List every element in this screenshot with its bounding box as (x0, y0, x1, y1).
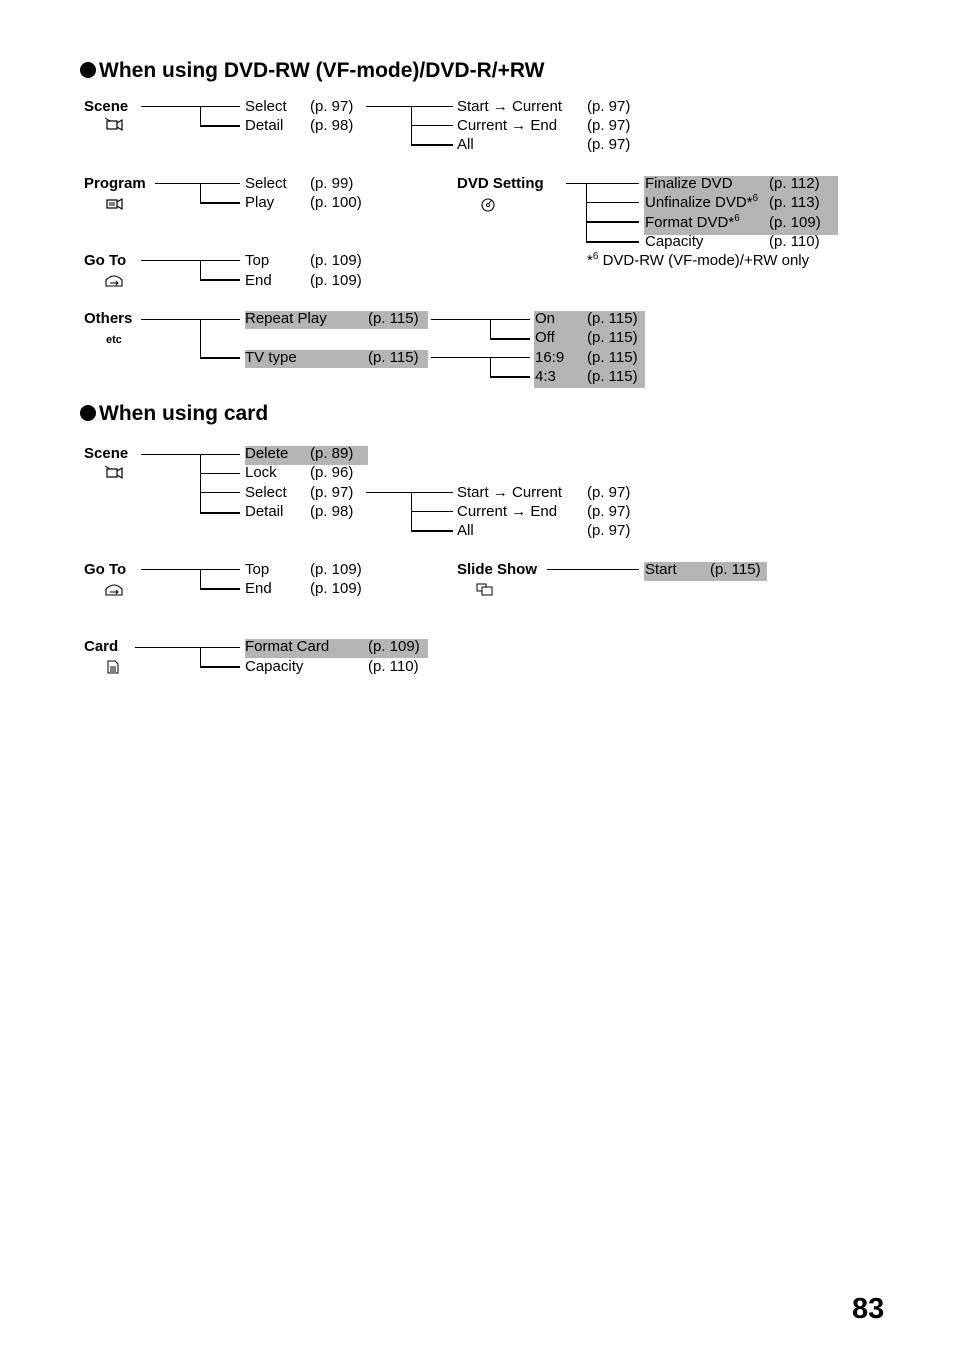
slideshow-start[interactable]: Start (645, 561, 677, 578)
card-label: Card (84, 638, 119, 655)
card-scene-label: Scene (84, 445, 129, 462)
scene-detail[interactable]: Detail (245, 117, 284, 134)
select-all[interactable]: All (457, 136, 474, 153)
slideshow-start-page: (p. 115) (710, 561, 761, 578)
card-select[interactable]: Select (245, 484, 287, 501)
card-goto-top-page: (p. 109) (310, 561, 362, 578)
card-detail-page: (p. 98) (310, 503, 354, 520)
select-all-page: (p. 97) (587, 136, 631, 153)
etc-icon: etc (106, 334, 122, 346)
footnote-text: DVD-RW (VF-mode)/+RW only (602, 252, 810, 269)
card-icon (107, 660, 119, 674)
footnote-mark: * (587, 252, 593, 269)
tv-type-page: (p. 115) (368, 349, 419, 366)
program-play-page: (p. 100) (310, 194, 362, 211)
scene-icon (104, 465, 124, 481)
others-label: Others (84, 310, 133, 327)
dvd-icon (480, 198, 496, 212)
slideshow-label: Slide Show (457, 561, 538, 578)
goto-top-page: (p. 109) (310, 252, 362, 269)
card-select-start-current[interactable]: Start → Current (457, 484, 563, 501)
select-current-end[interactable]: Current → End (457, 117, 558, 134)
select-start-current[interactable]: Start → Current (457, 98, 563, 115)
card-lock[interactable]: Lock (245, 464, 277, 481)
section1-heading: When using DVD-RW (VF-mode)/DVD-R/+RW (80, 59, 544, 83)
scene-select[interactable]: Select (245, 98, 287, 115)
goto-label: Go To (84, 252, 127, 269)
card-goto-label: Go To (84, 561, 127, 578)
scene-select-page: (p. 97) (310, 98, 354, 115)
card-delete[interactable]: Delete (245, 445, 289, 462)
slideshow-icon (476, 583, 494, 596)
tv-16-9[interactable]: 16:9 (535, 349, 565, 366)
select-start-current-page: (p. 97) (587, 98, 631, 115)
tv-4-3-page: (p. 115) (587, 368, 638, 385)
repeat-off-page: (p. 115) (587, 329, 638, 346)
repeat-on-page: (p. 115) (587, 310, 638, 327)
goto-end[interactable]: End (245, 272, 272, 289)
finalize-dvd-page: (p. 112) (769, 175, 820, 192)
card-delete-page: (p. 89) (310, 445, 354, 462)
program-select-page: (p. 99) (310, 175, 354, 192)
program-select[interactable]: Select (245, 175, 287, 192)
repeat-play[interactable]: Repeat Play (245, 310, 327, 327)
tv-type[interactable]: TV type (245, 349, 297, 366)
card-select-current-end[interactable]: Current → End (457, 503, 558, 520)
select-current-end-page: (p. 97) (587, 117, 631, 134)
page-number: 83 (852, 1293, 885, 1325)
card-goto-top[interactable]: Top (245, 561, 270, 578)
finalize-dvd[interactable]: Finalize DVD (645, 175, 733, 192)
dvd-capacity-page: (p. 110) (769, 233, 820, 250)
card-select-all[interactable]: All (457, 522, 474, 539)
card-select-current-end-page: (p. 97) (587, 503, 631, 520)
repeat-play-page: (p. 115) (368, 310, 419, 327)
format-dvd-page: (p. 109) (769, 214, 821, 231)
format-card[interactable]: Format Card (245, 638, 330, 655)
bullet-icon (80, 405, 96, 421)
section2-heading: When using card (80, 402, 268, 426)
scene-icon (104, 117, 124, 133)
dvd-setting-label: DVD Setting (457, 175, 544, 192)
format-dvd-sup: 6 (734, 213, 740, 224)
card-capacity-page: (p. 110) (368, 658, 419, 675)
bullet-icon (80, 62, 96, 78)
card-goto-end-page: (p. 109) (310, 580, 362, 597)
footnote-sup: 6 (592, 251, 599, 262)
card-select-page: (p. 97) (310, 484, 354, 501)
goto-icon (104, 583, 124, 597)
card-goto-end[interactable]: End (245, 580, 272, 597)
format-dvd[interactable] (645, 214, 740, 232)
goto-end-page: (p. 109) (310, 272, 362, 289)
card-detail[interactable]: Detail (245, 503, 284, 520)
card-capacity[interactable]: Capacity (245, 658, 304, 675)
tv-4-3[interactable]: 4:3 (535, 368, 556, 385)
unfinalize-dvd-page: (p. 113) (769, 194, 820, 211)
dvd-footnote (587, 252, 809, 270)
unfinalize-dvd-sup: 6 (752, 193, 759, 204)
card-select-start-current-page: (p. 97) (587, 484, 631, 501)
repeat-off[interactable]: Off (535, 329, 555, 346)
goto-top[interactable]: Top (245, 252, 270, 269)
tv-16-9-page: (p. 115) (587, 349, 638, 366)
scene-detail-page: (p. 98) (310, 117, 354, 134)
card-select-all-page: (p. 97) (587, 522, 631, 539)
scene-label: Scene (84, 98, 129, 115)
unfinalize-dvd-label: Unfinalize DVD* (645, 194, 753, 211)
repeat-on[interactable]: On (535, 310, 556, 327)
program-play[interactable]: Play (245, 194, 275, 211)
unfinalize-dvd[interactable] (645, 194, 758, 212)
format-dvd-label: Format DVD* (645, 214, 735, 231)
program-label: Program (84, 175, 146, 192)
card-lock-page: (p. 96) (310, 464, 354, 481)
goto-icon (104, 274, 124, 288)
format-card-page: (p. 109) (368, 638, 420, 655)
program-icon (104, 196, 124, 212)
dvd-capacity[interactable]: Capacity (645, 233, 704, 250)
